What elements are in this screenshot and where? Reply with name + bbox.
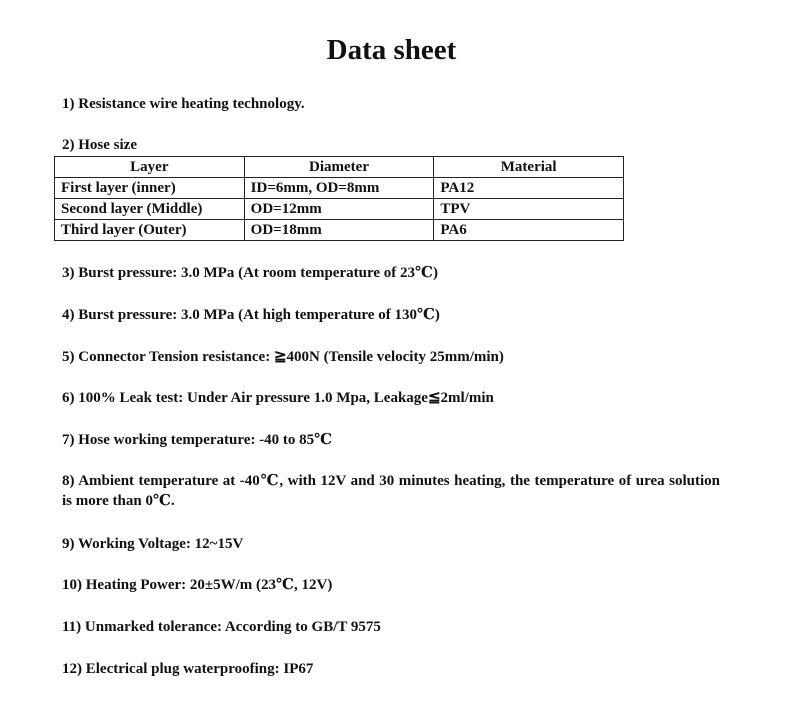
spec-item-4: 4) Burst pressure: 3.0 MPa (At high temperature of 130℃) [62, 307, 440, 323]
table-header-row [55, 157, 624, 178]
column-header-diameter: Diameter [244, 157, 434, 178]
column-header-layer: Layer [55, 157, 245, 178]
material-cell: PA12 [434, 178, 624, 199]
spec-item-9: 9) Working Voltage: 12~15V [62, 536, 244, 552]
spec-item-8: 8) Ambient temperature at -40℃, with 12V and 30 minutes heating, the temperature of urea solution is more than 0℃. [62, 473, 720, 509]
table-row [55, 220, 624, 241]
spec-item-3: 3) Burst pressure: 3.0 MPa (At room temperature of 23℃) [62, 265, 438, 281]
hose-size-table [54, 156, 624, 241]
spec-item-11: 11) Unmarked tolerance: According to GB/T 9575 [62, 619, 381, 635]
spec-item-2: 2) Hose size [62, 137, 137, 153]
layer-cell: First layer (inner) [55, 178, 245, 199]
diameter-cell: OD=18mm [244, 220, 434, 241]
material-cell: PA6 [434, 220, 624, 241]
spec-item-7: 7) Hose working temperature: -40 to 85℃ [62, 432, 333, 448]
page-title: Data sheet [326, 34, 457, 66]
diameter-cell: OD=12mm [244, 199, 434, 220]
table-row [55, 178, 624, 199]
spec-item-5: 5) Connector Tension resistance: ≧400N (Tensile velocity 25mm/min) [62, 349, 504, 365]
spec-item-12: 12) Electrical plug waterproofing: IP67 [62, 661, 314, 677]
column-header-material: Material [434, 157, 624, 178]
material-cell: TPV [434, 199, 624, 220]
layer-cell: Second layer (Middle) [55, 199, 245, 220]
diameter-cell: ID=6mm, OD=8mm [244, 178, 434, 199]
table-row [55, 199, 624, 220]
spec-item-10: 10) Heating Power: 20±5W/m (23℃, 12V) [62, 577, 333, 593]
layer-cell: Third layer (Outer) [55, 220, 245, 241]
spec-item-1: 1) Resistance wire heating technology. [62, 96, 305, 112]
spec-item-6: 6) 100% Leak test: Under Air pressure 1.0 Mpa, Leakage≦2ml/min [62, 390, 494, 406]
